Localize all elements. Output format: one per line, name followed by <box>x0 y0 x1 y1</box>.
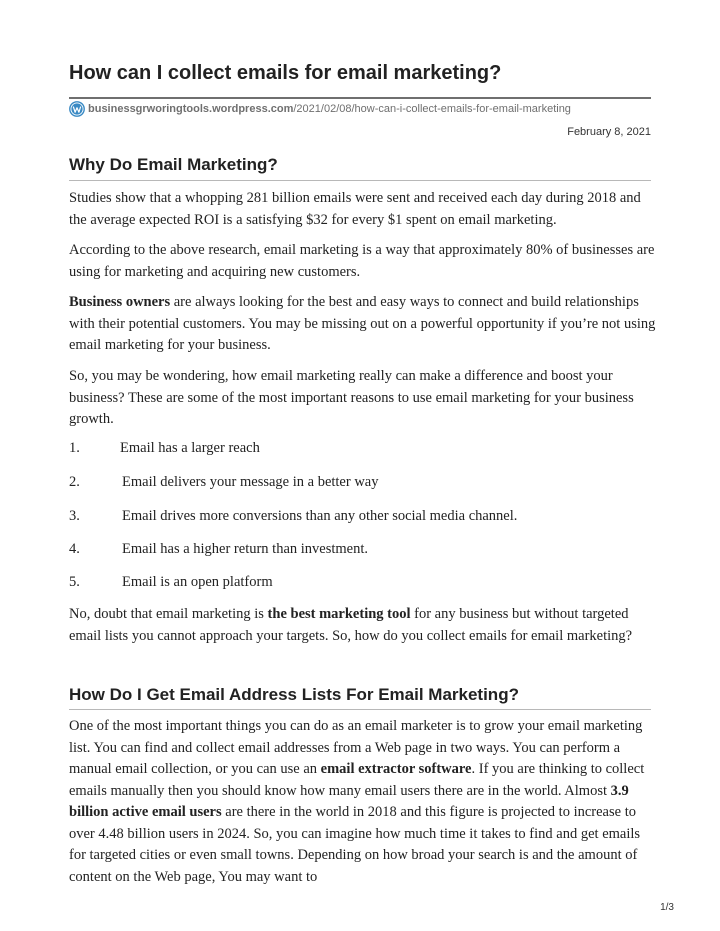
paragraph-text: No, doubt that email marketing is <box>69 606 268 622</box>
section-divider <box>69 709 651 710</box>
list-number: 5. <box>69 574 80 590</box>
paragraph: Studies show that a whopping 281 billion emails were sent and received each day during 2018 and the average expected ROI is a satisfying $32 for every $1 spent on email marketing. <box>69 190 641 228</box>
paragraph <box>69 716 659 888</box>
section-heading-lists: How Do I Get Email Address Lists For Email Marketing? <box>69 685 519 704</box>
list-text: Email delivers your message in a better way <box>122 474 379 490</box>
wordpress-icon <box>69 101 85 117</box>
section-heading-why: Why Do Email Marketing? <box>69 155 278 174</box>
source-link[interactable] <box>69 101 571 117</box>
bold-text: Business owners <box>69 294 171 310</box>
paragraph <box>69 292 659 357</box>
bold-link-text[interactable]: the best marketing tool <box>267 606 411 622</box>
page-indicator: 1/3 <box>660 902 674 913</box>
list-number: 1. <box>69 440 80 456</box>
list-number: 2. <box>69 474 80 490</box>
source-domain: businessgrworingtools.wordpress.com <box>88 103 294 115</box>
paragraph-text: . If you are thinking to collect emails manually then you should know how many email users there are in the world. Almost <box>69 761 645 799</box>
bold-link-text[interactable]: email extractor software <box>320 761 472 777</box>
list-text: Email is an open platform <box>122 574 273 590</box>
list-text: Email has a larger reach <box>120 440 260 456</box>
paragraph-text: are there in the world in 2018 and this figure is projected to increase to over 4.48 billion users in 2024. So, you can imagine how much time it takes to find and get emails for targeted cities or even small towns. Depending on how broad your search is and the amount of content on the Web page, You may want to <box>69 804 641 885</box>
list-item <box>69 438 659 459</box>
paragraph <box>69 604 659 647</box>
list-number: 3. <box>69 508 80 524</box>
source-path: /2021/02/08/how-can-i-collect-emails-for-email-marketing <box>293 103 571 115</box>
list-item <box>69 506 659 527</box>
bold-text: 3.9 billion active email users <box>69 782 629 820</box>
section-divider <box>69 180 651 181</box>
list-item <box>69 472 659 493</box>
paragraph-text: are always looking for the best and easy ways to connect and build relationships with their potential customers. You may be missing out on a powerful opportunity if you’re not using email marketing for your business. <box>69 294 656 353</box>
list-item <box>69 539 659 560</box>
paragraph-text: One of the most important things you can do as an email marketer is to grow your email marketing list. You can find and collect email addresses from a Web page in two ways. You can perform a manual email collection, or you can use an <box>69 718 643 777</box>
title-divider <box>69 97 651 99</box>
paragraph: According to the above research, email marketing is a way that approximately 80% of businesses are using for marketing and acquiring new customers. <box>69 242 655 280</box>
list-number: 4. <box>69 541 80 557</box>
page-title: How can I collect emails for email marketing? <box>69 62 502 84</box>
list-text: Email drives more conversions than any other social media channel. <box>122 508 518 524</box>
list-item <box>69 572 659 593</box>
list-text: Email has a higher return than investment. <box>122 541 369 557</box>
publish-date: February 8, 2021 <box>567 126 651 138</box>
paragraph: So, you may be wondering, how email marketing really can make a difference and boost your business? These are some of the most important reasons to use email marketing for your business growth. <box>69 368 634 427</box>
paragraph-text: for any business but without targeted email lists you cannot approach your targets. So, how do you collect emails for email marketing? <box>69 606 633 644</box>
